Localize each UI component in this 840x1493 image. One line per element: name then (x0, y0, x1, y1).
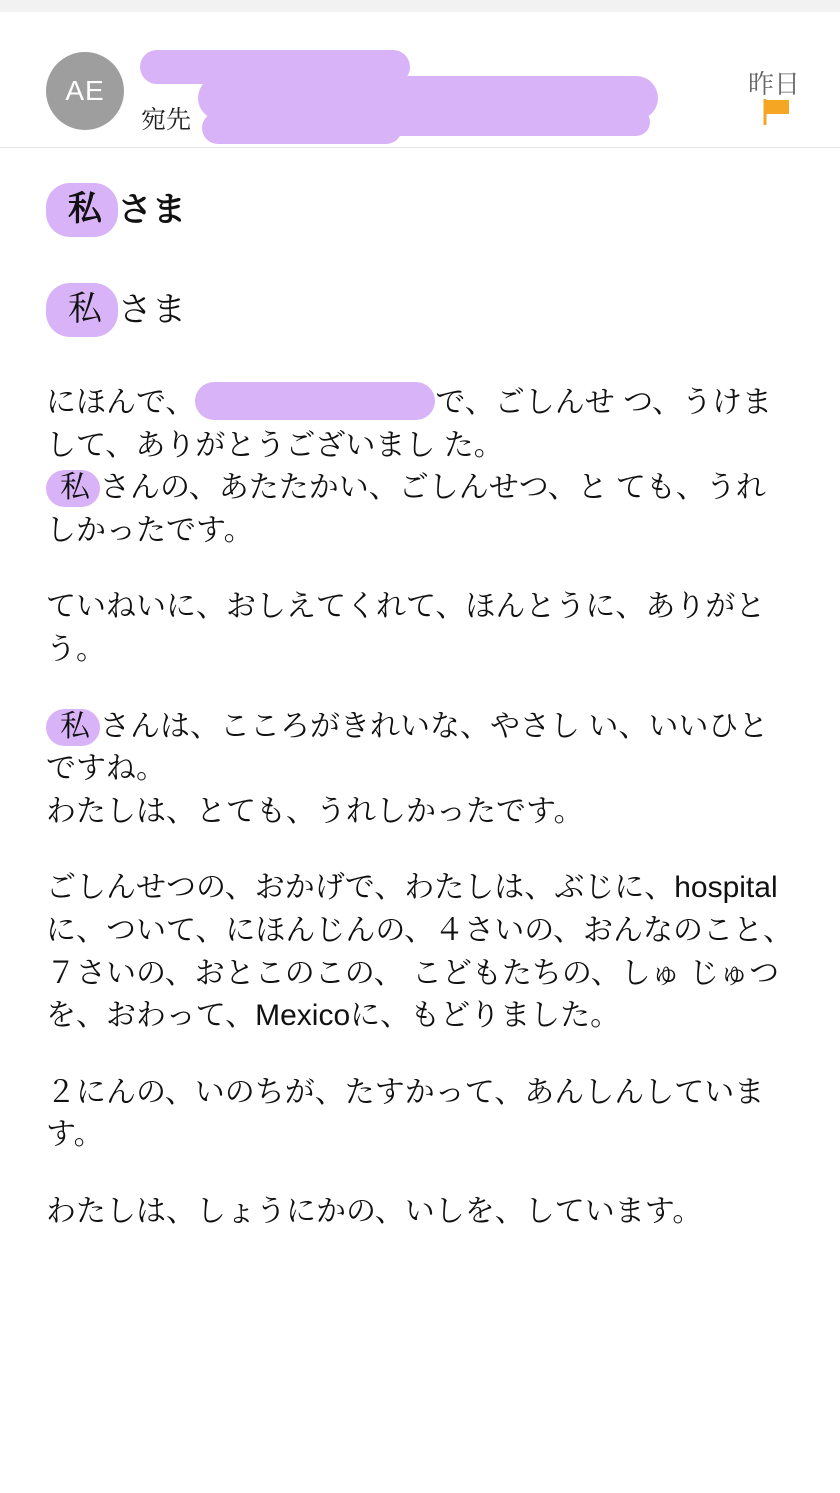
salutation-line-2 (46, 282, 794, 338)
redaction-block (202, 112, 402, 144)
message-paragraph (46, 467, 794, 552)
redacted-name: 私 (46, 283, 118, 337)
paragraph-text: ていねいに、おしえてくれて、ほんとうに、ありがとう。 (46, 590, 766, 666)
spacer (46, 833, 794, 867)
message-paragraph (46, 586, 794, 671)
paragraph-text: ごしんせつの、おかげで、わたしは、ぶじに、hospitalに、ついて、にほんじんの、４さいの、おんなのこと、７さいの、おとこのこの、 こどもたちの、しゅ じゅつを、おわって、Mexicoに、もどりました。 (46, 871, 793, 1033)
spacer (46, 552, 794, 586)
message-body (0, 182, 840, 1234)
salutation-suffix: さま (118, 290, 186, 329)
paragraph-text: さんは、こころがきれいな、やさし い、いいひとですね。 (46, 709, 769, 786)
paragraph-text: わたしは、とても、うれしかったです。 (46, 794, 584, 828)
status-bar-strip (0, 0, 840, 12)
spacer (46, 1038, 794, 1072)
flag-icon[interactable] (762, 98, 792, 126)
message-paragraph (46, 1191, 794, 1234)
message-paragraph (46, 791, 794, 834)
message-paragraph (46, 382, 794, 467)
message-paragraph (46, 1072, 794, 1157)
salutation-line-1 (46, 182, 794, 238)
paragraph-text: にほんで、 (46, 386, 196, 419)
recipient-label[interactable]: 宛先 (141, 106, 192, 134)
paragraph-text: さんの、あたたかい、ごしんせつ、と ても、うれしかったです。 (46, 471, 766, 547)
redaction-block (195, 382, 435, 420)
spacer (46, 1157, 794, 1191)
salutation-suffix: さま (118, 190, 186, 229)
message-paragraph (46, 867, 794, 1037)
spacer (46, 672, 794, 706)
redaction-block (380, 108, 650, 136)
paragraph-text: わたしは、しょうにかの、いしを、しています。 (46, 1194, 703, 1228)
spacer (46, 338, 794, 382)
avatar: AE (46, 52, 124, 130)
message-header (0, 12, 840, 148)
message-date: 昨日 (747, 69, 800, 99)
message-paragraph (46, 706, 794, 791)
redacted-name: 私 (46, 709, 100, 746)
paragraph-text: ２にんの、いのちが、たすかって、あんしんしています。 (46, 1075, 765, 1152)
redacted-name: 私 (46, 183, 118, 237)
redacted-name: 私 (46, 470, 100, 507)
paragraph-text: で、ごしんせ つ、うけまして、ありがとうございまし た。 (46, 386, 772, 462)
